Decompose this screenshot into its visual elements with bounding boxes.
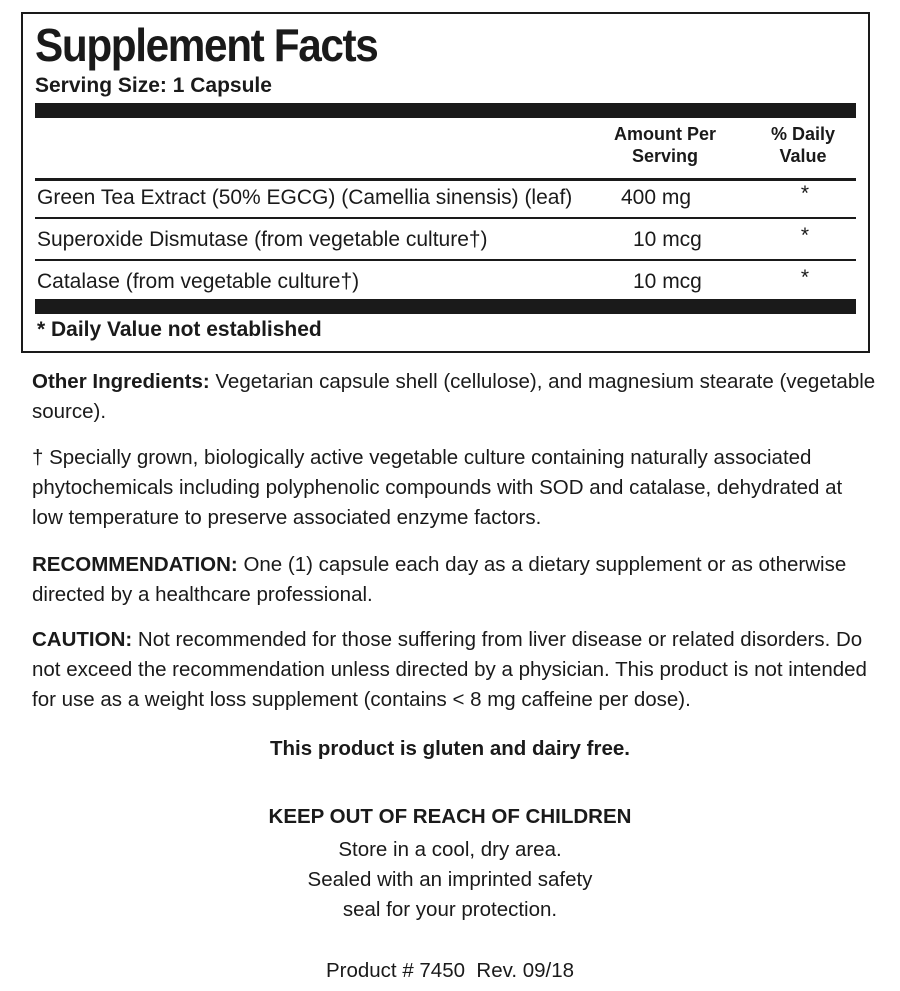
caution-label: CAUTION:: [32, 628, 133, 651]
ingredient-daily-value: *: [800, 224, 810, 247]
other-ingredients: [32, 367, 877, 427]
product-number: Product # 7450 Rev. 09/18: [325, 959, 575, 982]
other-ingredients-text: Vegetarian capsule shell (cellulose), and magnesium stearate (vegetable source).: [32, 370, 876, 423]
storage-line: Store in a cool, dry area.: [338, 838, 562, 861]
ingredient-name: Superoxide Dismutase (from vegetable culture†): [37, 228, 488, 251]
ingredient-amount: 10 mcg: [633, 228, 702, 251]
ingredient-amount: 400 mg: [621, 186, 692, 209]
column-header-dv-line2: Value: [779, 146, 827, 166]
recommendation-text: One (1) capsule each day as a dietary supplement or as otherwise directed by a healthcare professional.: [32, 553, 847, 606]
daily-value-footnote: * Daily Value not established: [37, 318, 322, 341]
row-divider: [35, 217, 856, 219]
column-header-daily-value: [758, 123, 848, 167]
supplement-facts-panel: [21, 12, 870, 353]
caution-text: Not recommended for those suffering from liver disease or related disorders. Do not exceed the recommendation unless directed by a physician. This product is not intended for use as a weight loss supplement (contains < 8 mg caffeine per dose).: [32, 628, 867, 711]
storage-line: Sealed with an imprinted safety: [307, 868, 593, 891]
row-divider: [35, 259, 856, 261]
ingredient-daily-value: *: [800, 182, 810, 205]
column-header-amount-line2: Serving: [631, 146, 699, 166]
ingredient-name: Green Tea Extract (50% EGCG) (Camellia sinensis) (leaf): [37, 186, 573, 209]
column-header-amount-line1: Amount Per: [613, 124, 716, 144]
ingredient-daily-value: *: [800, 266, 810, 289]
caution: [32, 625, 877, 715]
panel-title: Supplement Facts: [35, 19, 378, 71]
serving-size: Serving Size: 1 Capsule: [35, 74, 272, 97]
culture-footnote: † Specially grown, biologically active vegetable culture containing naturally associated phytochemicals including polyphenolic compounds with SOD and catalase, dehydrated at low temperature to preserve associated enzyme factors.: [32, 446, 843, 529]
thick-divider-bottom: [35, 299, 856, 314]
header-divider: [35, 178, 856, 181]
keep-out-of-reach-heading: KEEP OUT OF REACH OF CHILDREN: [268, 805, 632, 828]
other-ingredients-label: Other Ingredients:: [32, 370, 210, 393]
ingredient-name: Catalase (from vegetable culture†): [37, 270, 360, 293]
column-header-dv-line1: % Daily: [770, 124, 836, 144]
gluten-dairy-free-note: This product is gluten and dairy free.: [270, 737, 630, 760]
ingredient-amount: 10 mcg: [633, 270, 702, 293]
recommendation-label: RECOMMENDATION:: [32, 553, 238, 576]
storage-line: seal for your protection.: [342, 898, 558, 921]
thick-divider-top: [35, 103, 856, 118]
recommendation: [32, 550, 877, 610]
column-header-amount: [605, 123, 725, 167]
